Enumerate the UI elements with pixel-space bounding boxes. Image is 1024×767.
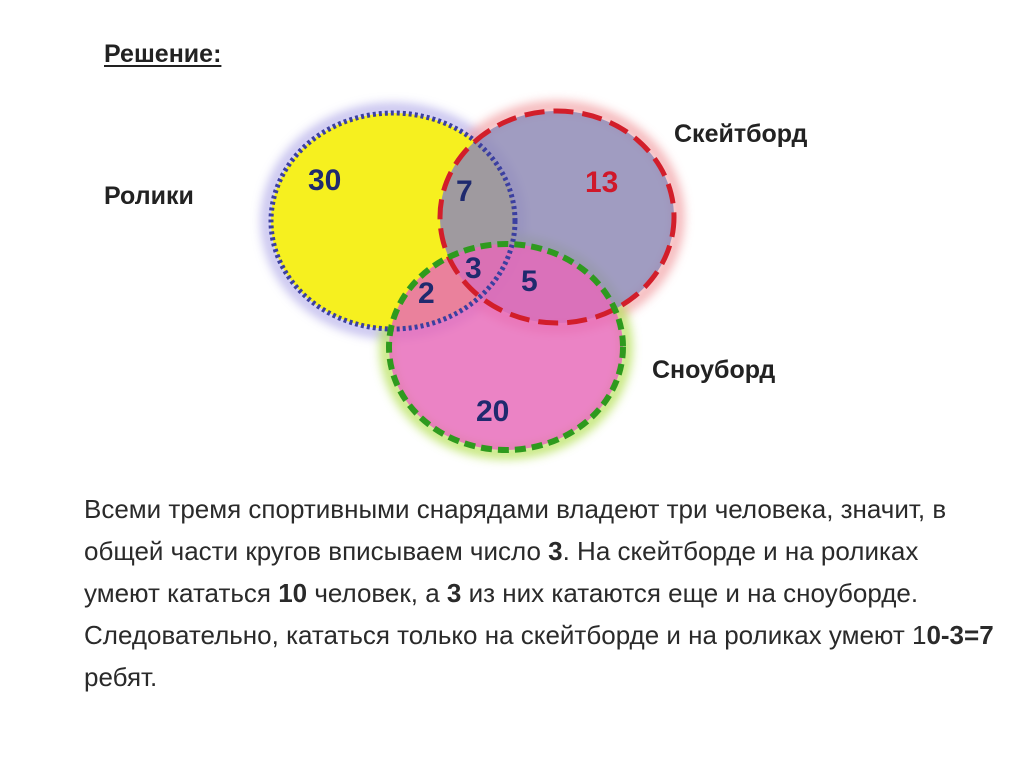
para-bold-4: 0-3=7 xyxy=(926,620,994,650)
solution-heading: Решение: xyxy=(104,40,222,68)
para-bold-3: 3 xyxy=(446,578,462,608)
explanation-paragraph xyxy=(84,488,999,698)
region-snow-only: 20 xyxy=(476,395,510,428)
region-rollers-snow: 2 xyxy=(418,277,435,310)
label-snowboard: Сноуборд xyxy=(652,356,776,384)
para-text-2: . На скейтборде и на роликах умеют кататься xyxy=(84,536,919,608)
label-rollers: Ролики xyxy=(104,182,194,210)
para-text-1: Всеми тремя спортивными снарядами владеют три человека, значит, в общей части кругов вписываем число xyxy=(84,494,947,566)
para-text-5: ребят. xyxy=(84,662,158,692)
para-bold-2: 10 xyxy=(278,578,308,608)
region-skate-only: 13 xyxy=(585,166,619,199)
para-text-3: человек, а xyxy=(307,578,447,608)
region-rollers-skate: 7 xyxy=(456,175,473,208)
label-skateboard: Скейтборд xyxy=(674,120,808,148)
region-all-three: 3 xyxy=(465,252,482,285)
para-text-4: из них катаются еще и на сноуборде. Следовательно, кататься только на скейтборде и на роликах умеют 1 xyxy=(84,578,927,650)
para-bold-1: 3 xyxy=(548,536,563,566)
region-skate-snow: 5 xyxy=(521,265,538,298)
region-rollers-only: 30 xyxy=(308,164,342,197)
